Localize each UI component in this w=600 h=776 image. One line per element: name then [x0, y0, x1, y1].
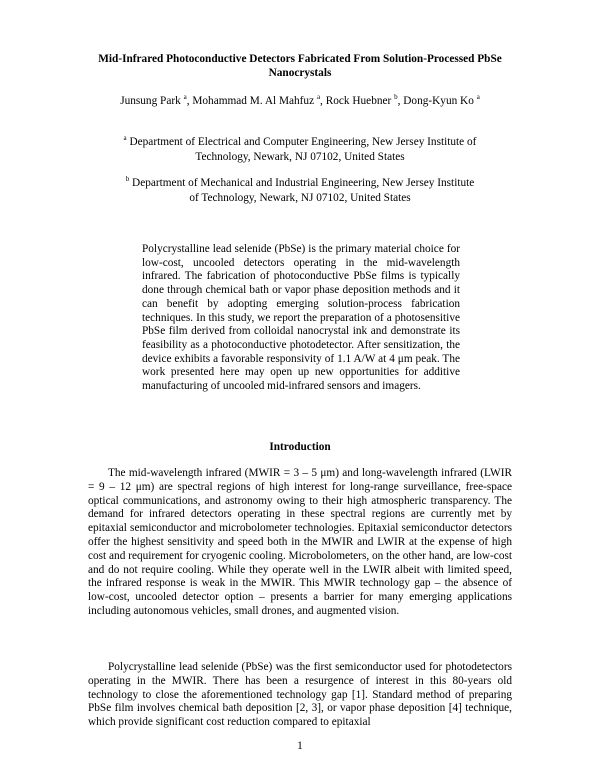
paper-title: Mid-Infrared Photoconductive Detectors Fabricated From Solution-Processed PbSe Nanocrystals	[98, 53, 502, 79]
affiliation-text: Department of Mechanical and Industrial Engineering, New Jersey Institute of Technology, Newark, NJ 07102, United States	[132, 177, 475, 204]
author-affiliation-mark: a	[183, 93, 187, 102]
author-name: Mohammad M. Al Mahfuz	[192, 95, 315, 107]
author-list: Junsung Park $^a$, Mohammad M. Al Mahfuz $^a$, Rock Huebner $^b$, Dong-Kyun Ko $^a$	[120, 93, 480, 107]
affiliation-mark: b	[125, 175, 130, 184]
body-paragraph: The mid-wavelength infrared (MWIR = 3 – 5 μm) and long-wavelength infrared (LWIR = 9 – 12 μm) are spectral regions of high interest for long-range surveillance, free-space optical communications, and astronomy owing to their high atmospheric transparency. The demand for infrared detectors operating in these spectral regions are currently met by epitaxial semiconductor and microbolometer technologies. Epitaxial semiconductor detectors offer the highest sensitivity and speed both in the MWIR and LWIR at the expense of high cost and requirement for cryogenic cooling. Microbolometers, on the other hand, are low-cost and do not require cooling. While they operate well in the LWIR albeit with limited speed, the infrared response is weak in the MWIR. This MWIR technology gap – the absence of low-cost, uncooled detector option – presents a barrier for many emerging applications including autonomous vehicles, small drones, and augmented vision.	[88, 467, 512, 617]
affiliation-a	[120, 135, 480, 164]
section-heading: Introduction	[269, 441, 331, 453]
abstract: Polycrystalline lead selenide (PbSe) is the primary material choice for low-cost, uncooled detectors operating in the mid-wavelength infrared. The fabrication of photoconductive PbSe films is typically done through chemical bath or vapor phase deposition methods and it can benefit by adopting emerging solution-process fabrication techniques. In this study, we report the preparation of a photosensitive PbSe film derived from colloidal nanocrystal ink and demonstrate its feasibility as a photoconductive photodetector. After sensitization, the device exhibits a favorable responsivity of 1.1 A/W at 4 μm peak. The work presented here may open up new opportunities for additive manufacturing of uncooled mid-infrared sensors and imagers.	[142, 243, 460, 393]
body-paragraph: Polycrystalline lead selenide (PbSe) was the first semiconductor used for photodetectors operating in the MWIR. There has been a resurgence of interest in this 80-years old technology to close the aforementioned technology gap [1]. Standard method of preparing PbSe film involves chemical bath deposition [2, 3], or vapor phase deposition [4] technique, which provide significant cost reduction compared to epitaxial	[88, 661, 512, 729]
author-name: Junsung Park	[120, 95, 181, 107]
affiliation-text: Department of Electrical and Computer Engineering, New Jersey Institute of Technology, Newark, NJ 07102, United States	[129, 136, 477, 163]
page-number: 1	[297, 740, 303, 752]
author-name: Dong-Kyun Ko	[403, 95, 474, 107]
affiliation-mark: a	[123, 134, 127, 143]
author-affiliation-mark: a	[476, 93, 480, 102]
author-affiliation-mark: b	[394, 93, 398, 102]
author-name: Rock Huebner	[325, 95, 392, 107]
affiliation-b	[120, 176, 480, 205]
author-affiliation-mark: a	[316, 93, 321, 102]
